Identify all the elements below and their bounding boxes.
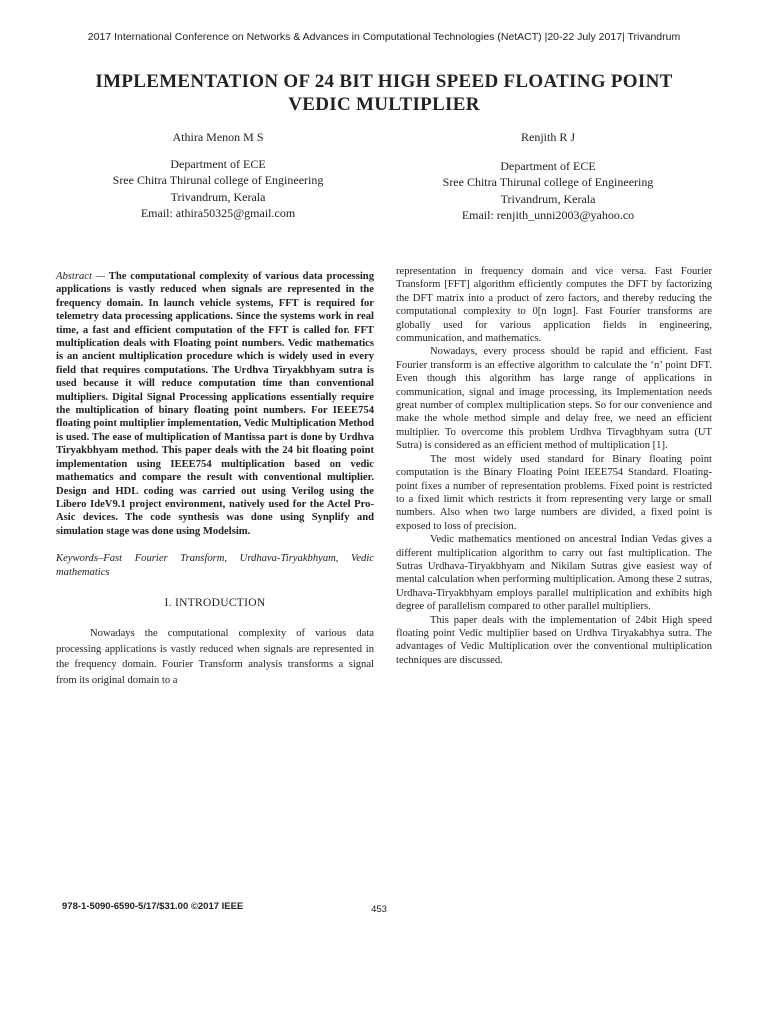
author-block-1 (88, 129, 348, 222)
author-email: Email: athira50325@gmail.com (140, 206, 296, 220)
author-email: Email: renjith_unni2003@yahoo.co (461, 208, 635, 222)
abstract (56, 270, 374, 538)
author-college: Sree Chitra Thirunal college of Engineering (442, 175, 654, 189)
paper-title (60, 70, 708, 116)
intro-paragraph-3: The most widely used standard for Binary floating point computation is the Binary Floating Point IEEE754 Standard. Floating-point fixes a number of representation problems. Fixed point is restricted to a fixed limit which restricts it from representing very large or small numbers. Also when two large numbers are divided, a fixed point is exposed to loss of precision. (396, 453, 712, 532)
copyright-notice: 978-1-5090-6590-5/17/$31.00 ©2017 IEEE (62, 901, 244, 912)
author-city: Trivandrum, Kerala (500, 191, 596, 206)
abstract-label: Abstract — (56, 271, 106, 282)
intro-paragraph-2: Nowadays, every process should be rapid and efficient. Fast Fourier transform is an effective algorithm to calculate the ‘n’ point DFT. Even though this algorithm has large range of applications in communication, signal and image processing, its Implementation needs great number of complex multiplication steps. So for our convenience and make the whole method simple and delay free, we need an efficient multiplier. To overcome this problem Urdhva Tirvagbhyam sutra (UT Sutra) is considered as an efficient method of multiplication [1]. (396, 346, 712, 452)
author-department: Department of ECE (170, 156, 266, 171)
intro-paragraph-5: This paper deals with the implementation of 24bit High speed floating point Vedic multiplier based on Urdhva Tiryakabhya sutra. The advantages of Vedic Multiplication over the conventional multiplication techniques are discussed. (396, 614, 712, 666)
page-number-wrapper (0, 904, 768, 915)
author-name: Athira Menon M S (172, 130, 264, 144)
author-college: Sree Chitra Thirunal college of Engineering (112, 173, 324, 187)
section-heading-introduction: I. INTRODUCTION (164, 596, 266, 609)
intro-paragraph-continued: representation in frequency domain and vice versa. Fast Fourier Transform [FFT] algorithm efficiently computes the DFT by factorizing the DFT matrix into a product of zero factors, and thereby reducing the computational complexity to 0[n logn]. Fast Fourier transforms are globally used for various application fields in engineering, communication, and mathematics. (396, 266, 712, 345)
paper-title-line-1: IMPLEMENTATION OF 24 BIT HIGH SPEED FLOATING POINT (95, 71, 673, 92)
right-column (396, 265, 712, 667)
keywords: Keywords–Fast Fourier Transform, Urdhava-Tiryakbhyam, Vedic mathematics (56, 553, 374, 578)
left-column (56, 270, 374, 688)
author-name: Renjith R J (520, 130, 575, 144)
paper-title-line-2: VEDIC MULTIPLIER (288, 94, 480, 115)
author-block-2 (418, 129, 678, 224)
intro-paragraph-4: Vedic mathematics mentioned on ancestral Indian Vedas gives a different multiplication algorithm to carry out fast multiplication. The Sutras Urdhava-Tiryakbhyam and Nikilam Sutras give easiest way of mental calculation when performing multiplication. Among these 2 sutras, Urdhava-Tiryakbhyam employs parallel multiplication and exhibits high degree of parallelism compared to other parallel multipliers. (396, 534, 712, 613)
author-city: Trivandrum, Kerala (170, 189, 266, 204)
page-number: 453 (371, 904, 387, 915)
intro-paragraph-1: Nowadays the computational complexity of various data processing applications is vastly reduced when signals are represented in the frequency domain. Fourier Transform analysis transforms a signal from its original domain to a (56, 628, 374, 686)
conference-header: 2017 International Conference on Networks & Advances in Computational Technologies (NetACT) |20-22 July 2017| Trivandrum (87, 31, 681, 43)
abstract-text: The computational complexity of various data processing applications is vastly reduced when signals are represented in the frequency domain. In launch vehicle systems, FFT is required for telemetry data processing applications. Since the systems work in real time, a fast and efficient computation of the FFT is called for. FFT multiplication deals with Floating point numbers. Vedic mathematics is an ancient multiplication procedure which is widely used in every field that requires computations. The Urdhva Tiryakbhyam sutra is used because it will reduce computation time than conventional multipliers. Digital Signal Processing applications essentially require the multiplication of binary floating point numbers. For IEEE754 floating point multiplier implementation, Vedic Multiplication Method is used. The ease of multiplication of Mantissa part is done by Urdhva Tiryakbhyam method. This paper deals with the 24 bit floating point implementation using IEEE754 multiplication based on vedic mathematics and compare the result with conventional multiplier. Design and HDL coding was carried out using Verilog using the Libero IdeV9.1 project environment, natively used for the Actel Pro-Asic devices. The code synthesis was done using Synplify and simulation stage was done using Modelsim. (56, 271, 374, 537)
author-department: Department of ECE (500, 158, 596, 173)
